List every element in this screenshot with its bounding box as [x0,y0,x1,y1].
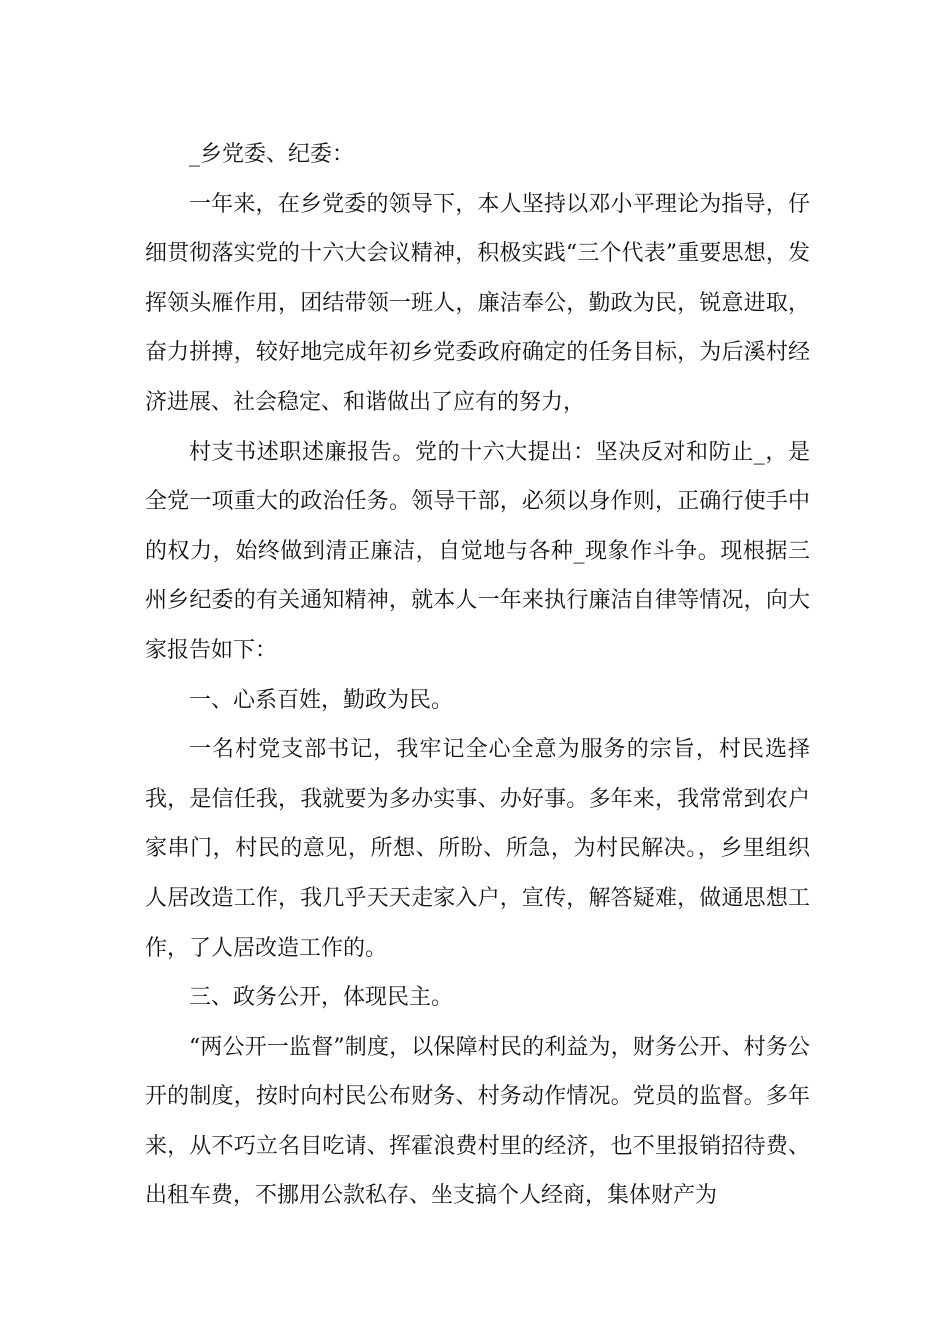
document-body [145,130,810,1221]
paragraph-section-1: 一名村党支部书记，我牢记全心全意为服务的宗旨，村民选择我，是信任我，我就要为多办实事、办好事。多年来，我常常到农户家串门，村民的意见，所想、所盼、所急，为村民解决。，乡里组织人居改造工作，我几乎天天走家入户，宣传，解答疑难，做通思想工作，了人居改造工作的。 [145,737,810,961]
paragraph-report-purpose: 村支书述职述廉报告。党的十六大提出：坚决反对和防止_，是全党一项重大的政治任务。领导干部，必须以身作则，正确行使手中的权力，始终做到清正廉洁，自觉地与各种_现象作斗争。现根据三州乡纪委的有关通知精神，就本人一年来执行廉洁自律等情况，向大家报告如下： [145,439,810,663]
paragraph-section-3: “两公开一监督”制度，以保障村民的利益为，财务公开、村务公开的制度，按时向村民公布财务、村务动作情况。党员的监督。多年来，从不巧立名目吃请、挥霍浪费村里的经济，也不里报销招待费、出租车费，不挪用公款私存、坐支搞个人经商，集体财产为 [145,1034,810,1209]
section-heading-3: 三、政务公开，体现民主。 [189,985,454,1011]
section-heading-1: 一、心系百姓，勤政为民。 [189,687,454,713]
paragraph-intro: 一年来，在乡党委的领导下，本人坚持以邓小平理论为指导，仔细贯彻落实党的十六大会议精神，积极实践“三个代表”重要思想，发挥领头雁作用，团结带领一班人，廉洁奉公，勤政为民，锐意进取，奋力拼搏，较好地完成年初乡党委政府确定的任务目标，为后溪村经济进展、社会稳定、和谐做出了应有的努力， [145,191,810,415]
salutation: _乡党委、纪委： [189,142,355,167]
